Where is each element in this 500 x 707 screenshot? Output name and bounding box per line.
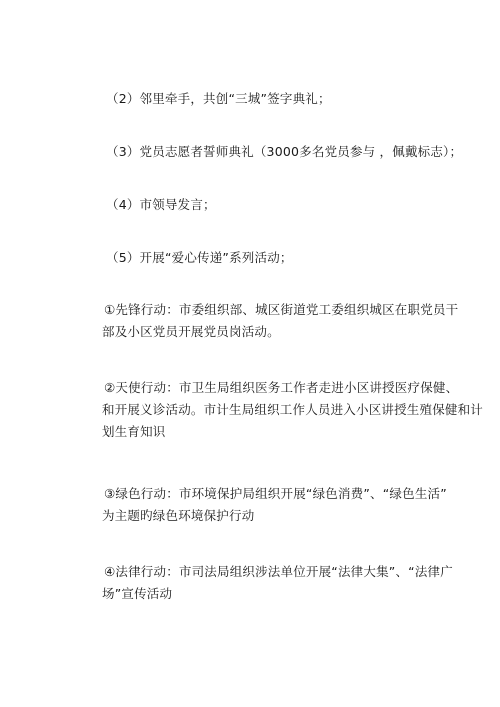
action-vanguard (102, 299, 458, 343)
action-line: ②天使行动：市卫生局组织医务工作者走进小区讲授医疗保健、 (104, 380, 459, 395)
action-line: 划生育知识 (102, 424, 166, 439)
item-5: （5）开展“爱心传递”系列活动； (106, 250, 293, 265)
action-line: 为主题旳绿色环境保护行动 (102, 508, 255, 523)
action-line: ①先锋行动：市委组织部、城区街道党工委组织城区在职党员干 (104, 302, 459, 317)
action-line: ③绿色行动：市环境保护局组织开展“绿色消费”、“绿色生活” (104, 486, 447, 501)
action-line: 部及小区党员开展党员岗活动。 (102, 324, 280, 339)
action-line: ④法律行动：市司法局组织涉法单位开展“法律大集”、“法律广 (104, 564, 453, 579)
action-line: 场”宣传活动 (102, 586, 173, 601)
item-4: （4）市领导发言； (106, 197, 216, 212)
action-law (102, 561, 453, 605)
action-line: 和开展义诊活动。市计生局组织工作人员进入小区讲授生殖保健和计 (102, 402, 484, 417)
action-green (102, 483, 447, 527)
item-3: （3）党员志愿者誓师典礼（3000多名党员参与 ，佩戴标志）； (106, 144, 463, 159)
item-2: （2）邻里牵手，共创“三城”签字典礼； (106, 91, 331, 106)
action-angel (102, 377, 483, 443)
